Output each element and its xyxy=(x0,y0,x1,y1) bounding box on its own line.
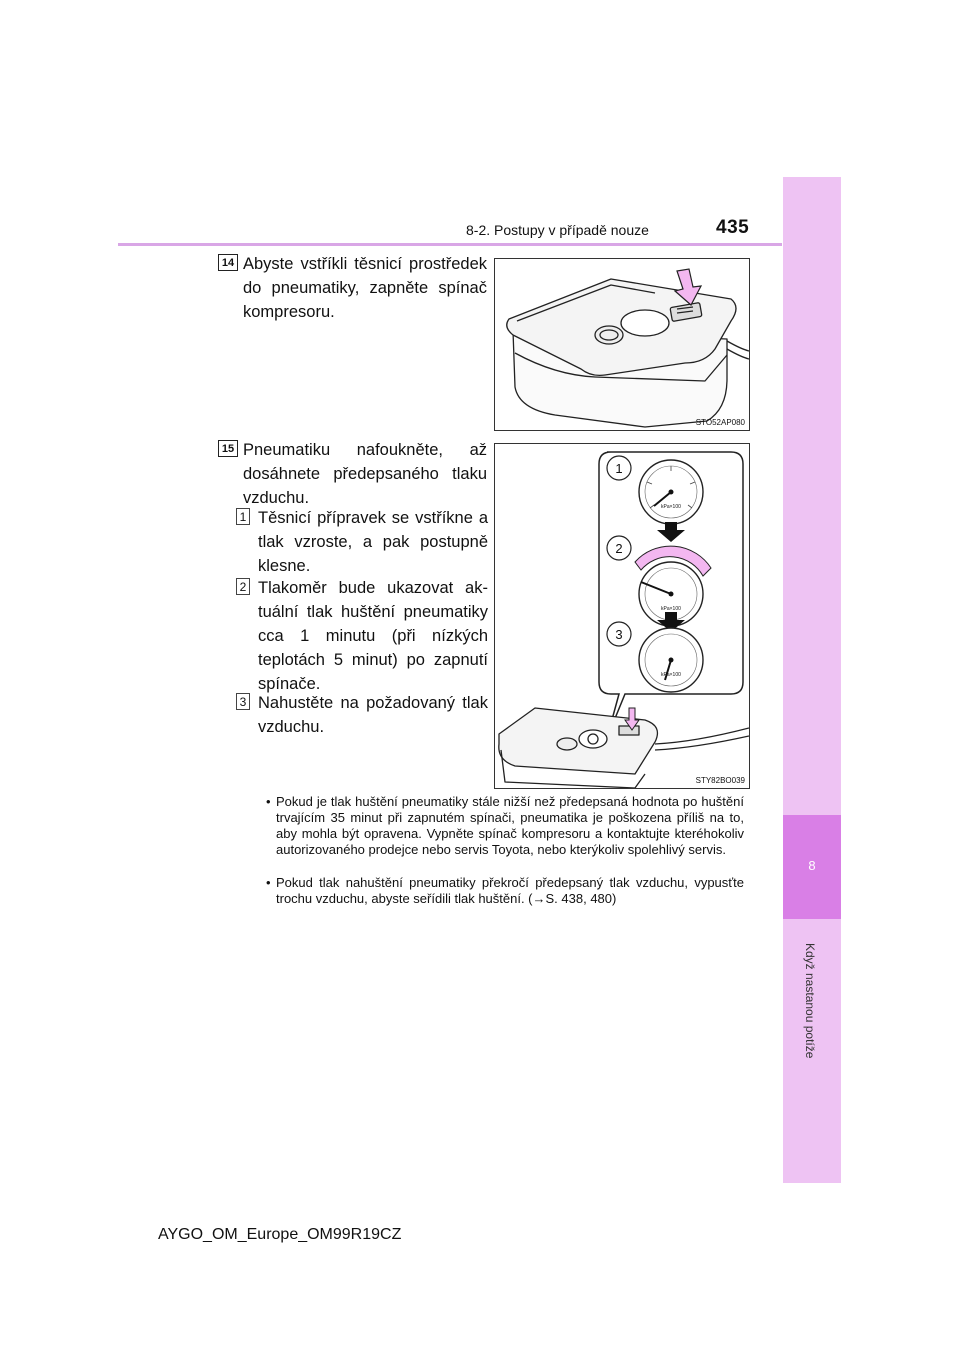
chapter-title-text: Když nastanou potíže xyxy=(803,943,817,1059)
note-bullet: • xyxy=(266,794,271,809)
gauge-callout-3: 3 xyxy=(615,627,623,642)
gauge-3-unit: kPa×100 xyxy=(661,672,681,678)
note-bullet: • xyxy=(266,875,271,890)
substep-badge-3: 3 xyxy=(236,693,250,710)
figure-code: STO52AP080 xyxy=(695,418,745,427)
gauge-callout-1: 1 xyxy=(615,461,623,476)
figure-code: STY82BO039 xyxy=(695,776,745,785)
figure-compressor-switch xyxy=(494,258,750,431)
substep-badge-2: 2 xyxy=(236,578,250,595)
gauge-3 xyxy=(639,628,703,692)
section-title: 8-2. Postupy v případě nouze xyxy=(466,222,649,238)
figure-pressure-gauge xyxy=(494,443,750,789)
chapter-title xyxy=(803,943,821,1059)
gauge-1-unit: kPa×100 xyxy=(661,504,681,510)
step-badge-15: 15 xyxy=(218,440,238,457)
step-badge-14: 14 xyxy=(218,254,238,271)
footer-doc-code: AYGO_OM_Europe_OM99R19CZ xyxy=(158,1226,402,1243)
substep-1-text: Těsnicí přípravek se vstříkne a tlak vzroste, a pak postupně klesne. xyxy=(258,509,488,575)
chapter-number: 8 xyxy=(808,858,816,873)
compressor-switch-illustration xyxy=(495,259,749,430)
gauge-1 xyxy=(639,460,703,524)
substep-2-text: Tlakoměr bude ukazovat aktuální tlak huštění pneumatiky cca 1 minutu (při nízkých teplotách 5 minut) po zapnutí spínače. xyxy=(258,579,488,693)
gauge-2-unit: kPa×100 xyxy=(661,606,681,612)
step-14-text: Abyste vstříkli těsnicí prostředek do pneumatiky, zapněte spínač kompresoru. xyxy=(243,255,487,321)
header-rule xyxy=(118,243,782,246)
note-2: Pokud tlak nahuštění pneumatiky překročí předepsaný tlak vzduchu, vypusťte trochu vzduchu, abyste seřídili tlak huštění. (→S. 438, 480) xyxy=(276,875,744,906)
substep-badge-1: 1 xyxy=(236,508,250,525)
pressure-gauge-illustration xyxy=(495,444,749,788)
page-number: 435 xyxy=(716,217,750,238)
gauge-callout-2: 2 xyxy=(615,541,623,556)
step-15-text: Pneumatiku nafoukněte, až dosáhnete předepsaného tlaku vzduchu. xyxy=(243,441,487,507)
note-1: Pokud je tlak huštění pneumatiky stále nižší než předepsaná hodnota po huštění trvajícím 35 minut při zapnutém spínači, pneumatika je poškozena příliš na to, aby mohla být opravena. Vypněte spínač kompresoru a kontaktujte kteréhokoliv autorizovaného prodejce nebo servis Toyota, nebo kterýkoliv spolehlivý servis. xyxy=(276,794,744,857)
substep-3-text: Nahustěte na požadovaný tlak vzduchu. xyxy=(258,694,488,736)
